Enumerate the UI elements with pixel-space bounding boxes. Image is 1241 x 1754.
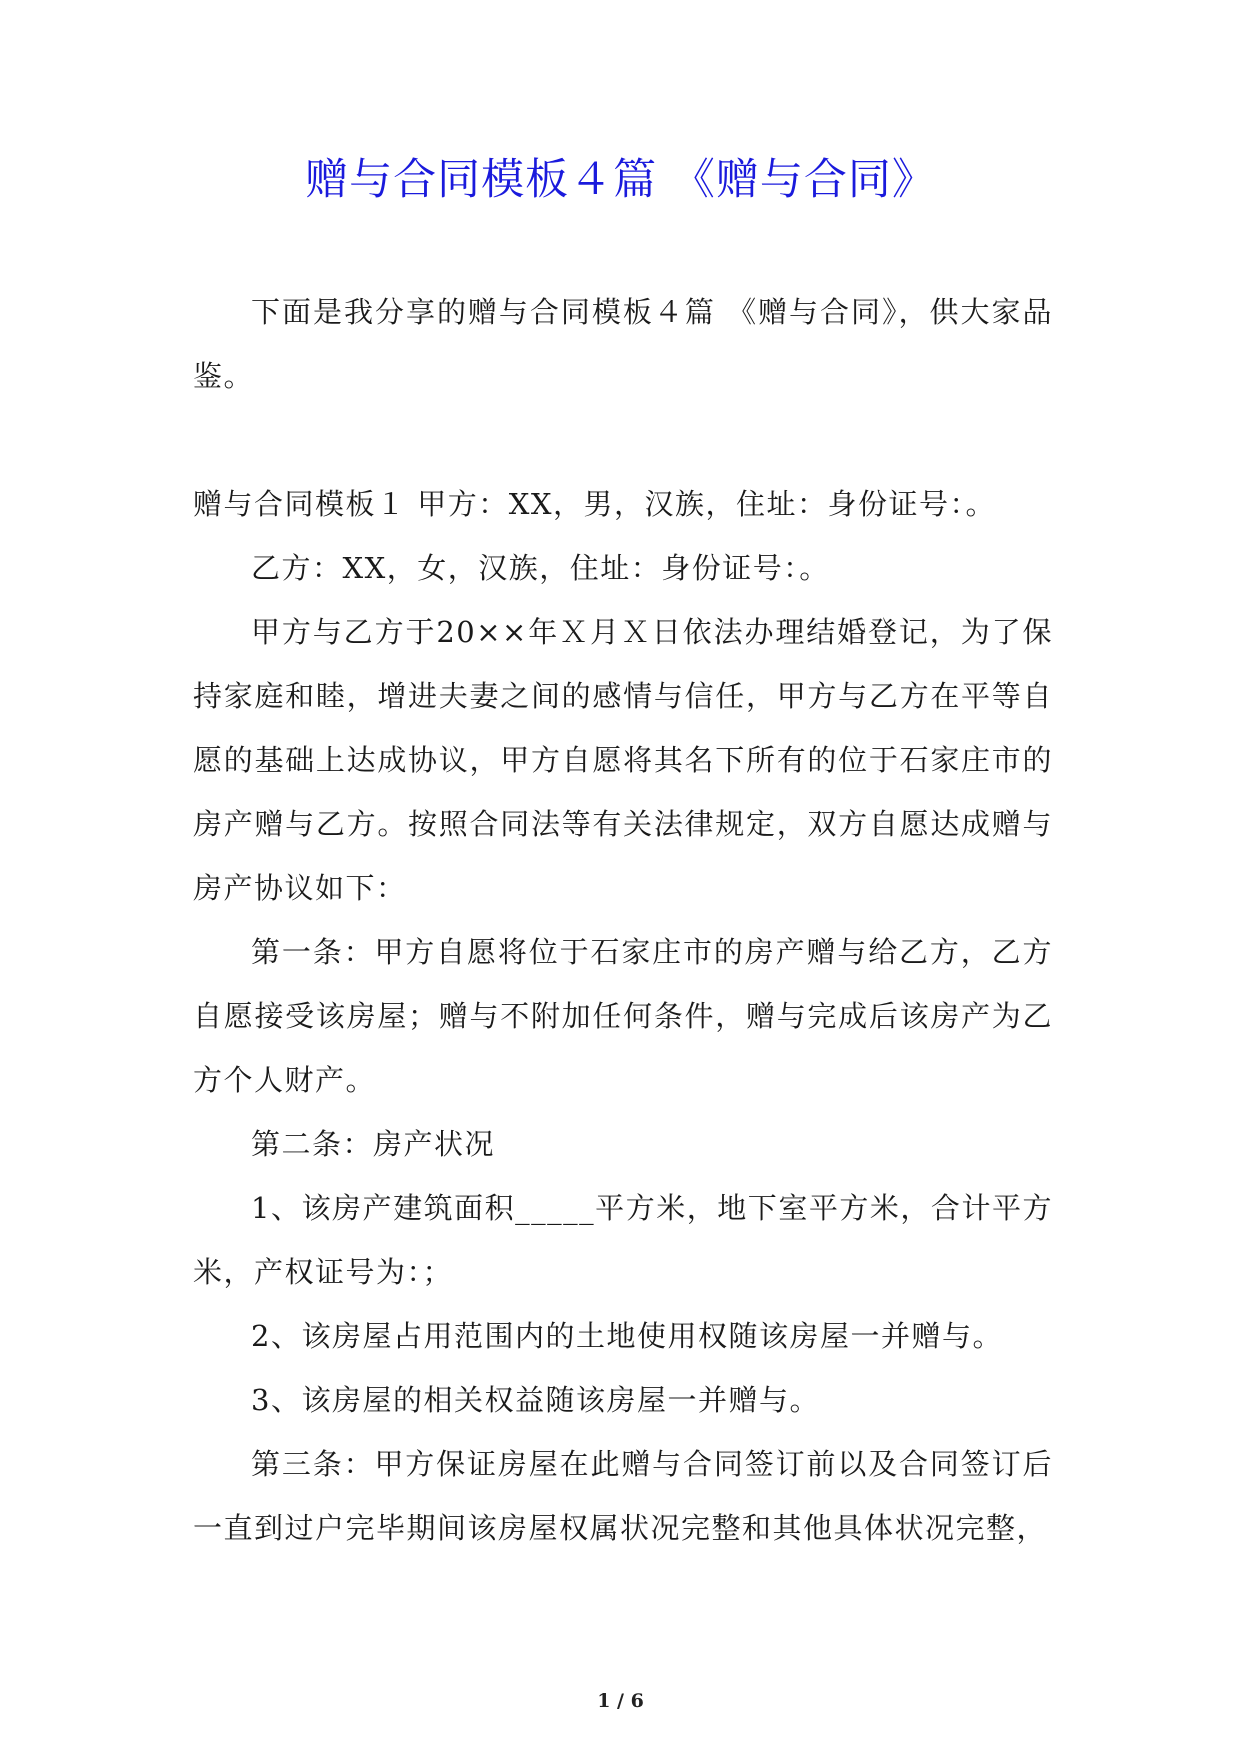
article-1-paragraph: 第一条：甲方自愿将位于石家庄市的房产赠与给乙方，乙方自愿接受该房屋；赠与不附加任何条件，赠与完成后该房产为乙方个人财产。 <box>193 935 1053 1097</box>
intro-paragraph: 下面是我分享的赠与合同模板４篇 《赠与合同》，供大家品鉴。 <box>193 295 1053 393</box>
article-2-item-1: 1、该房产建筑面积_____平方米，地下室平方米，合计平方米，产权证号为：； <box>193 1191 1053 1289</box>
article-2-item-3: 3、该房屋的相关权益随该房屋一并赠与。 <box>251 1383 820 1417</box>
article-2-heading: 第二条：房产状况 <box>251 1127 496 1161</box>
page-number: 1 / 6 <box>597 1690 644 1712</box>
document-body <box>193 280 1053 1560</box>
article-3-paragraph: 第三条：甲方保证房屋在此赠与合同签订前以及合同签订后一直到过户完毕期间该房屋权属状况完整和其他具体状况完整， <box>193 1447 1053 1545</box>
document-title: 赠与合同模板４篇 《赠与合同》 <box>305 155 936 205</box>
party-b-paragraph: 乙方：XX，女，汉族，住址：身份证号：。 <box>251 551 830 585</box>
template-1-heading-paragraph: 赠与合同模板１ 甲方：XX，男，汉族，住址：身份证号：。 <box>193 487 997 521</box>
preamble-paragraph: 甲方与乙方于20××年Ｘ月Ｘ日依法办理结婚登记，为了保持家庭和睦，增进夫妻之间的感情与信任，甲方与乙方在平等自愿的基础上达成协议，甲方自愿将其名下所有的位于石家庄市的房产赠与乙方。按照合同法等有关法律规定，双方自愿达成赠与房产协议如下： <box>193 615 1053 905</box>
article-2-item-2: 2、该房屋占用范围内的土地使用权随该房屋一并赠与。 <box>251 1319 1003 1353</box>
